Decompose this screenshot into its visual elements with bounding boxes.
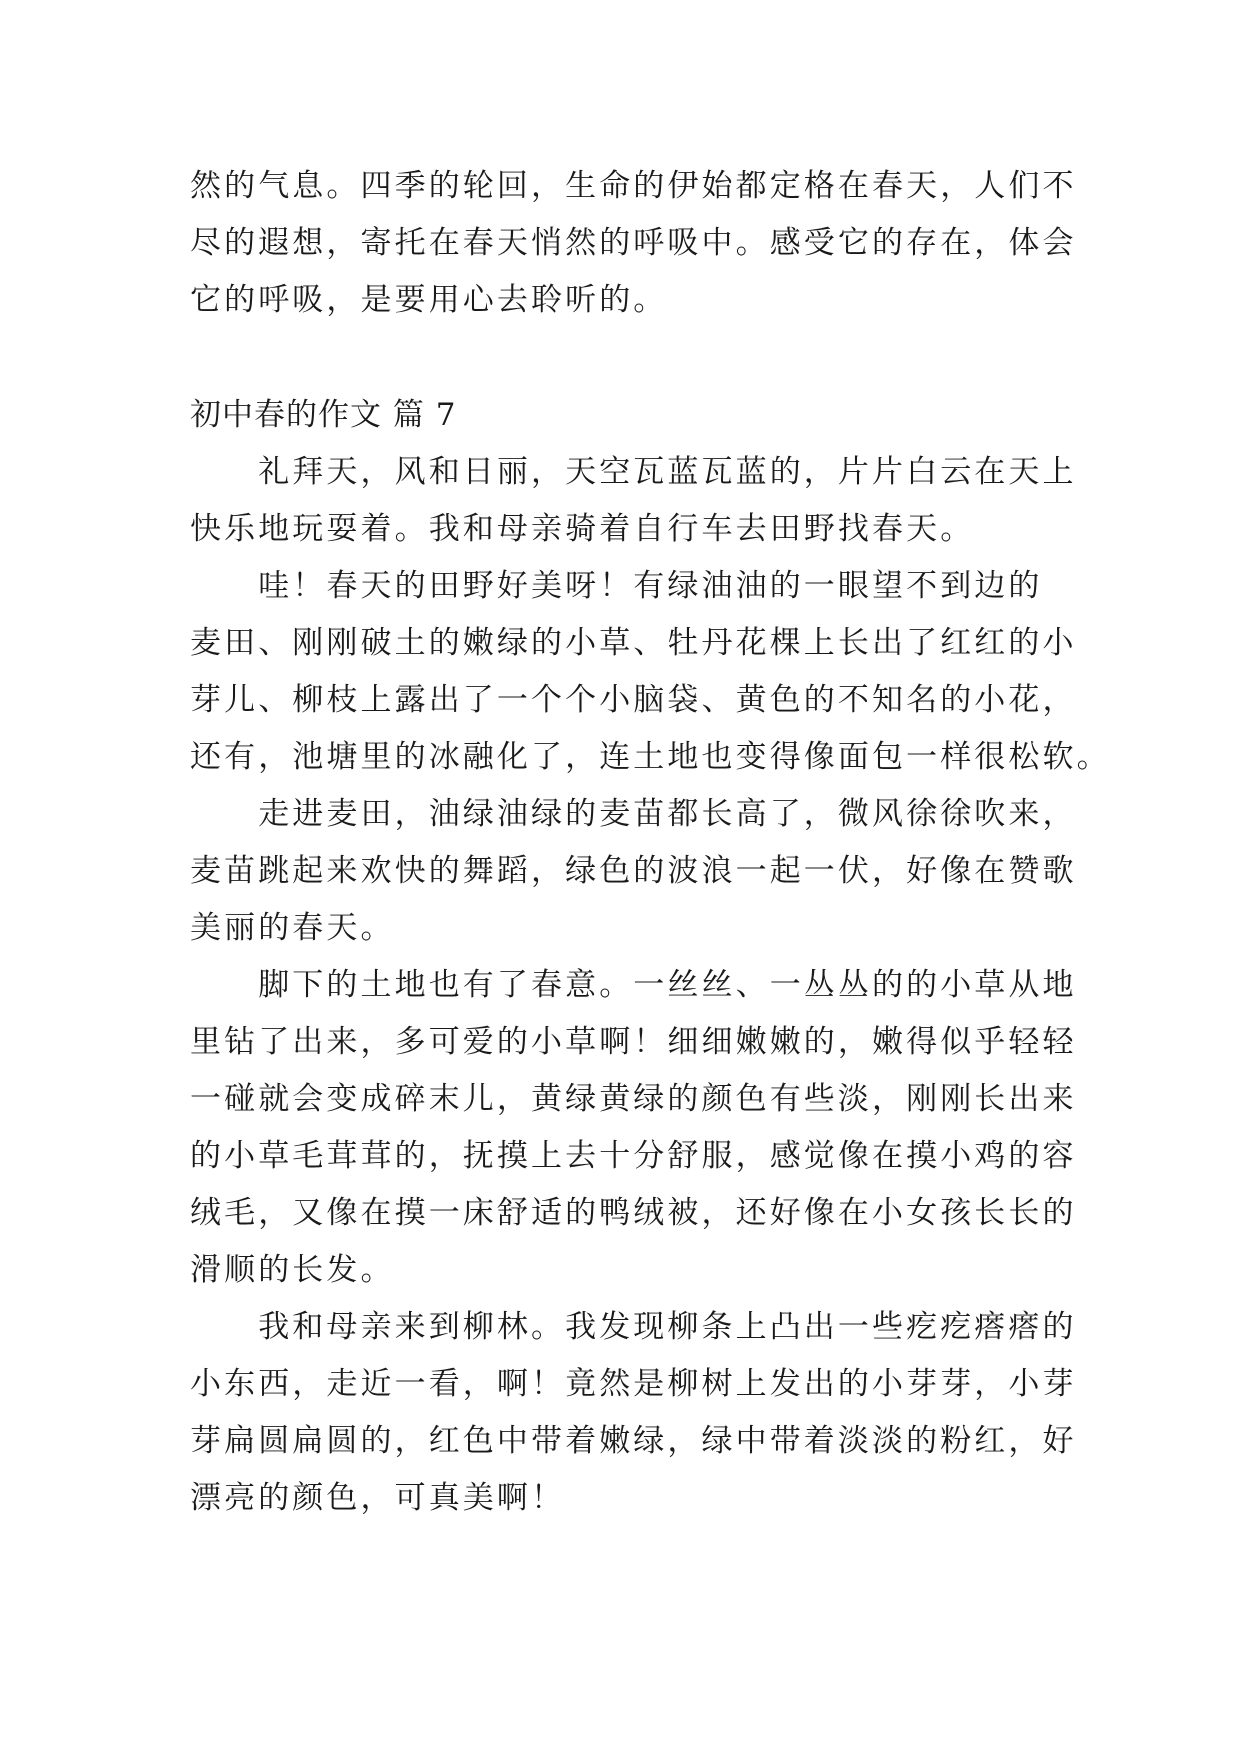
text-line: 尽的遐想，寄托在春天悄然的呼吸中。感受它的存在，体会 (190, 225, 1077, 261)
text-line: 漂亮的颜色，可真美啊！ (190, 1480, 566, 1516)
text-line: 里钻了出来，多可爱的小草啊！细细嫩嫩的，嫩得似乎轻轻 (190, 1024, 1077, 1060)
text-line: 脚下的土地也有了春意。一丝丝、一丛丛的的小草从地 (190, 967, 1077, 1003)
text-line: 芽扁圆扁圆的，红色中带着嫩绿，绿中带着淡淡的粉红，好 (190, 1423, 1077, 1459)
text-line: 然的气息。四季的轮回，生命的伊始都定格在春天，人们不 (190, 168, 1077, 204)
text-line: 哇！春天的田野好美呀！有绿油油的一眼望不到边的 (190, 568, 1043, 604)
text-line: 一碰就会变成碎末儿，黄绿黄绿的颜色有些淡，刚刚长出来 (190, 1081, 1077, 1117)
text-line: 麦苗跳起来欢快的舞蹈，绿色的波浪一起一伏，好像在赞歌 (190, 853, 1077, 889)
text-line: 滑顺的长发。 (190, 1252, 395, 1288)
spacer (190, 329, 1060, 387)
text-line: 麦田、刚刚破土的嫩绿的小草、牡丹花棵上长出了红红的小 (190, 625, 1077, 661)
text-line: 美丽的春天。 (190, 910, 395, 946)
text-line: 小东西，走近一看，啊！竟然是柳树上发出的小芽芽，小芽 (190, 1366, 1077, 1402)
text-line: 的小草毛茸茸的，抚摸上去十分舒服，感觉像在摸小鸡的容 (190, 1138, 1077, 1174)
document-body (190, 158, 1111, 1527)
text-line: 快乐地玩耍着。我和母亲骑着自行车去田野找春天。 (190, 511, 975, 547)
text-line: 芽儿、柳枝上露出了一个个小脑袋、黄色的不知名的小花， (190, 682, 1077, 718)
section-heading: 初中春的作文 篇 7 (190, 397, 457, 433)
text-line: 绒毛，又像在摸一床舒适的鸭绒被，还好像在小女孩长长的 (190, 1195, 1077, 1231)
text-line: 它的呼吸，是要用心去聆听的。 (190, 282, 668, 318)
text-line: 礼拜天，风和日丽，天空瓦蓝瓦蓝的，片片白云在天上 (190, 454, 1077, 490)
text-line: 走进麦田，油绿油绿的麦苗都长高了，微风徐徐吹来， (190, 796, 1077, 832)
text-line: 还有，池塘里的冰融化了，连土地也变得像面包一样很松软。 (190, 739, 1111, 775)
text-line: 我和母亲来到柳林。我发现柳条上凸出一些疙疙瘩瘩的 (190, 1309, 1077, 1345)
